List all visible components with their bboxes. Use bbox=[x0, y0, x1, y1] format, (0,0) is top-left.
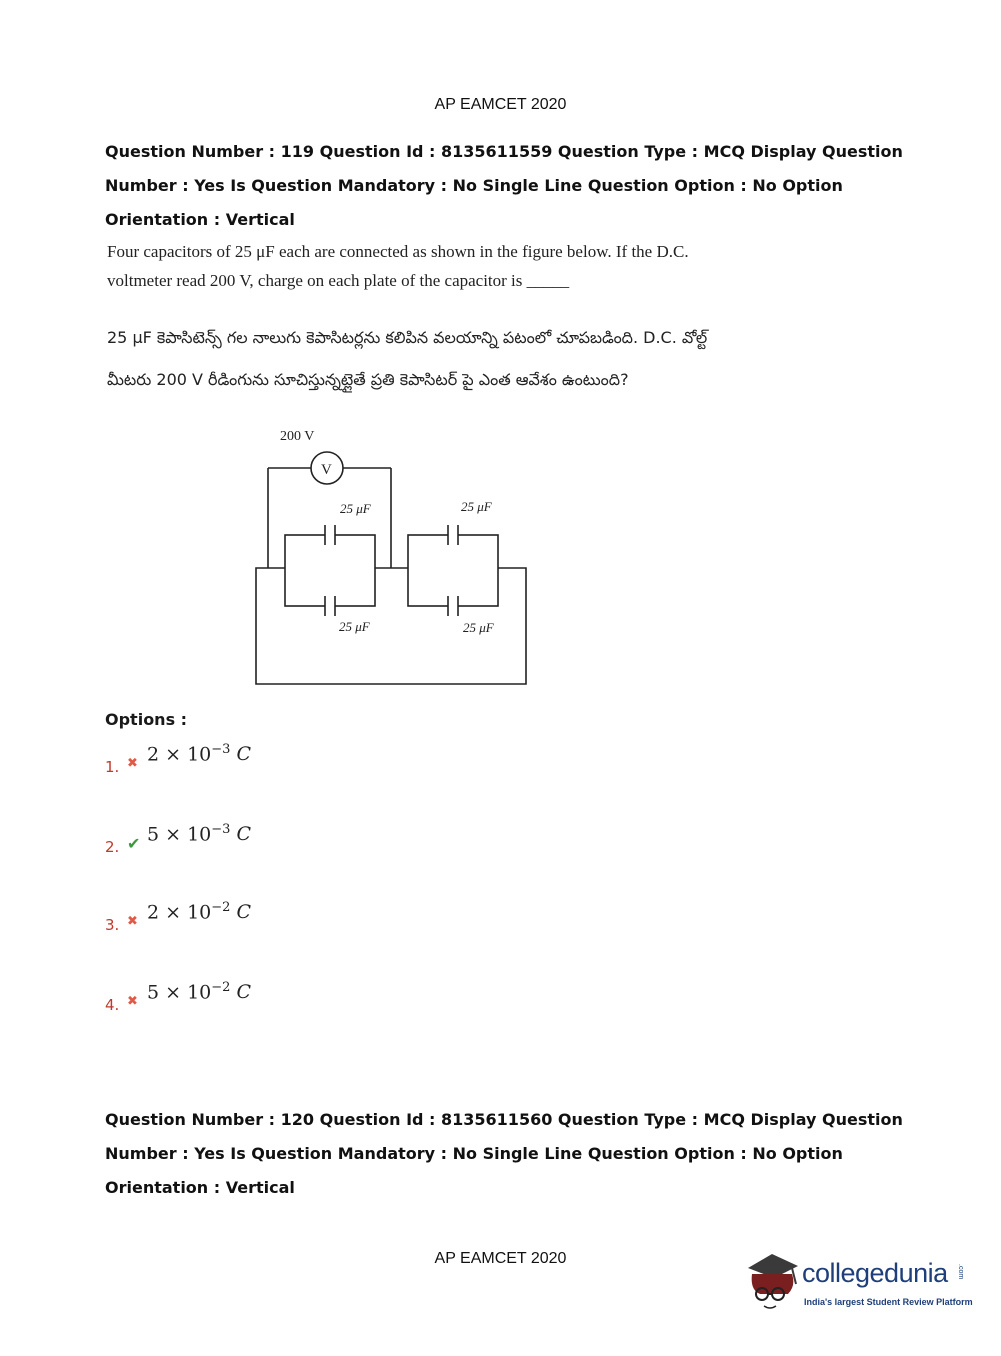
logo-tagline: India's largest Student Review Platform bbox=[804, 1297, 973, 1307]
capacitor-label-top-right: 25 μF bbox=[461, 499, 492, 514]
option-text: $5 \times 10^{-3}$ C bbox=[147, 822, 251, 846]
q120-meta-line-3: Orientation : Vertical bbox=[105, 1178, 295, 1197]
q119-text-en-line-1: Four capacitors of 25 μF each are connected as shown in the figure below. If the D.C. bbox=[107, 242, 689, 261]
mascot-icon bbox=[742, 1250, 804, 1320]
capacitor-label-bottom-left: 25 μF bbox=[339, 619, 370, 634]
logo-wordmark: collegedunia bbox=[802, 1258, 948, 1288]
option-text: $2 \times 10^{-3}$ C bbox=[147, 742, 251, 766]
checkmark-icon: ✔ bbox=[127, 834, 141, 853]
option-number: 3. bbox=[105, 916, 120, 934]
logo-suffix: .com bbox=[957, 1264, 964, 1280]
q120-meta-line-1: Question Number : 120 Question Id : 8135611560 Question Type : MCQ Display Question bbox=[105, 1110, 903, 1129]
option-text: $5 \times 10^{-2}$ C bbox=[147, 980, 251, 1004]
capacitor-circuit-figure bbox=[250, 420, 540, 690]
q119-text-te-line-2: మీటరు 200 V రీడింగును సూచిస్తున్నట్లైతే ప్రతి కెపాసిటర్ పై ఎంత ఆవేశం ఉంటుంది? bbox=[107, 370, 629, 389]
cross-icon: ✖ bbox=[127, 756, 138, 771]
left-capacitor-pair-frame bbox=[285, 535, 375, 606]
option-number: 2. bbox=[105, 838, 120, 856]
options-label: Options : bbox=[105, 710, 188, 729]
q120-meta-line-2: Number : Yes Is Question Mandatory : No Single Line Question Option : No Option bbox=[105, 1144, 843, 1163]
q119-meta-line-1: Question Number : 119 Question Id : 8135611559 Question Type : MCQ Display Question bbox=[105, 142, 903, 161]
collegedunia-logo bbox=[742, 1250, 972, 1320]
option-number: 1. bbox=[105, 758, 120, 776]
right-capacitor-pair-frame bbox=[408, 535, 498, 606]
page-footer-title: AP EAMCET 2020 bbox=[434, 1250, 567, 1267]
q119-meta-line-3: Orientation : Vertical bbox=[105, 210, 295, 229]
page-header-title: AP EAMCET 2020 bbox=[434, 96, 567, 113]
capacitor-label-top-left: 25 μF bbox=[340, 501, 371, 516]
option-number: 4. bbox=[105, 996, 120, 1014]
q119-text-en-line-2: voltmeter read 200 V, charge on each plate of the capacitor is _____ bbox=[107, 271, 570, 290]
capacitor-label-bottom-right: 25 μF bbox=[463, 620, 494, 635]
voltmeter-reading-label: 200 V bbox=[280, 429, 315, 444]
voltmeter-symbol: V bbox=[321, 462, 332, 478]
cross-icon: ✖ bbox=[127, 914, 138, 929]
option-text: $2 \times 10^{-2}$ C bbox=[147, 900, 251, 924]
q119-meta-line-2: Number : Yes Is Question Mandatory : No Single Line Question Option : No Option bbox=[105, 176, 843, 195]
q119-text-te-line-1: 25 μF కెపాసిటెన్స్ గల నాలుగు కెపాసిటర్లను కలిపిన వలయాన్ని పటంలో చూపబడింది. D.C. వోల్ట్ bbox=[107, 328, 708, 347]
cross-icon: ✖ bbox=[127, 994, 138, 1009]
